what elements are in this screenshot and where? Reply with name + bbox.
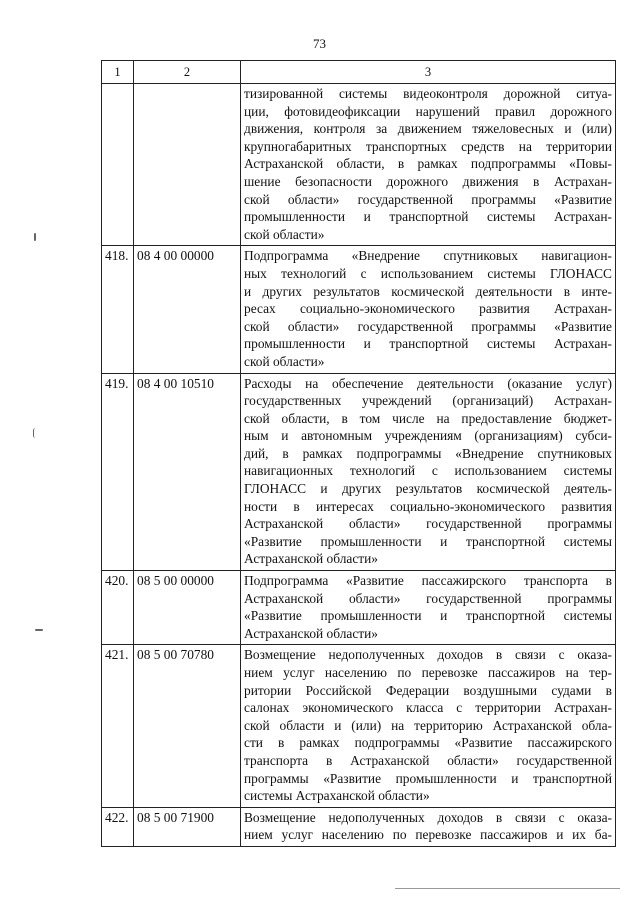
row-description: [241, 807, 616, 846]
description-line: Расходы на обеспечение деятельности (оказание услуг): [244, 375, 612, 391]
table-row: [102, 373, 616, 571]
page-number: 73: [313, 36, 326, 51]
description-line: ным и автономным учреждениям (организациям) субси-: [244, 428, 612, 444]
description-line: Астраханской области» государственной программы: [244, 590, 612, 606]
row-number: 419.: [102, 373, 134, 571]
description-line: ГЛОНАСС и других результатов космической деятель-: [244, 481, 612, 497]
table-row: [102, 246, 616, 373]
bottom-rule: [395, 888, 620, 889]
row-code: 08 4 00 10510: [134, 373, 241, 571]
description-line: крупногабаритных транспортных средств на территории: [244, 138, 612, 154]
description-line: промышленности и транспортной системы Астрахан-: [244, 336, 612, 352]
column-header-number: 1: [102, 61, 134, 84]
description-line: транспорта в Астраханской области» государственной: [244, 752, 612, 768]
row-number: 422.: [102, 807, 134, 846]
description-line: ных технологий с использованием системы ГЛОНАСС: [244, 265, 612, 281]
row-number: 421.: [102, 645, 134, 807]
row-number: 420.: [102, 571, 134, 645]
row-description: [241, 246, 616, 373]
description-line: Возмещение недополученных доходов в связи с оказа-: [244, 809, 612, 825]
row-description: [241, 373, 616, 571]
description-line: промышленности и транспортной системы Астрахан-: [244, 209, 612, 225]
row-description: [241, 645, 616, 807]
description-line: ской области» государственной программы «Развитие: [244, 318, 612, 334]
description-line: и других результатов космической деятельности в инте-: [244, 283, 612, 299]
description-line: нием услуг населению по перевозке пассажиров и их ба-: [244, 827, 612, 843]
row-code: 08 5 00 00000: [134, 571, 241, 645]
description-line: дий, в рамках подпрограммы «Внедрение спутниковых: [244, 445, 612, 461]
description-line: Подпрограмма «Развитие пассажирского транспорта в: [244, 573, 612, 589]
row-code: 08 4 00 00000: [134, 246, 241, 373]
description-line: ности в интересах социально-экономического развития: [244, 498, 612, 514]
row-number: [102, 84, 134, 246]
row-code: [134, 84, 241, 246]
scan-mark: [35, 629, 43, 631]
row-code: 08 5 00 71900: [134, 807, 241, 846]
description-line: ской области, в том числе на предоставление бюджет-: [244, 410, 612, 426]
description-line: нием услуг населению по перевозке пассажиров на тер-: [244, 665, 612, 680]
table-row: [102, 807, 616, 846]
table-row: [102, 645, 616, 807]
description-line: «Развитие промышленности и транспортной системы: [244, 608, 612, 624]
description-line: движения, контроля за движением тяжеловесных и (или): [244, 121, 612, 137]
description-line: Астраханской области»: [244, 551, 378, 567]
row-code: 08 5 00 70780: [134, 645, 241, 807]
description-line: программы «Развитие промышленности и транспортной: [244, 770, 612, 786]
description-line: ресах социально-экономического развития Астрахан-: [244, 301, 612, 317]
description-line: сти в рамках подпрограммы «Развитие пассажирского: [244, 735, 612, 751]
description-line: «Развитие промышленности и транспортной системы: [244, 533, 612, 549]
description-line: ской области»: [244, 353, 325, 369]
column-header-code: 2: [134, 61, 241, 84]
budget-classification-table: [101, 60, 616, 847]
description-line: шение безопасности дорожного движения в Астрахан-: [244, 173, 612, 189]
table-header-row: [102, 61, 616, 84]
scan-mark: [33, 428, 38, 438]
description-line: Подпрограмма «Внедрение спутниковых навигацион-: [244, 248, 612, 264]
description-line: ритории Российской Федерации воздушными судами в: [244, 682, 612, 698]
description-line: навигационных технологий с использованием системы: [244, 463, 612, 479]
description-line: Астраханской области» государственной программы: [244, 516, 612, 532]
description-line: тизированной системы видеоконтроля дорожной ситуа-: [244, 86, 612, 101]
description-line: государственных учреждений (организаций) Астрахан-: [244, 393, 612, 409]
table-row: [102, 571, 616, 645]
description-line: Возмещение недополученных доходов в связи с оказа-: [244, 647, 612, 663]
table-row: [102, 84, 616, 246]
description-line: ской области»: [244, 226, 325, 242]
row-number: 418.: [102, 246, 134, 373]
description-line: системы Астраханской области»: [244, 788, 430, 804]
scan-mark: [34, 233, 36, 241]
description-line: Астраханской области»: [244, 625, 378, 641]
description-line: Астраханской области, в рамках подпрограммы «Повы-: [244, 156, 612, 172]
description-line: ции, фотовидеофиксации нарушений правил дорожного: [244, 103, 612, 119]
table-body: [102, 84, 616, 847]
description-line: ской области» государственной программы «Развитие: [244, 191, 612, 207]
row-description: [241, 571, 616, 645]
row-description: [241, 84, 616, 246]
description-line: салонах экономического класса с территории Астрахан-: [244, 700, 612, 716]
column-header-description: 3: [241, 61, 616, 84]
description-line: ской области и (или) на территорию Астраханской обла-: [244, 717, 612, 733]
